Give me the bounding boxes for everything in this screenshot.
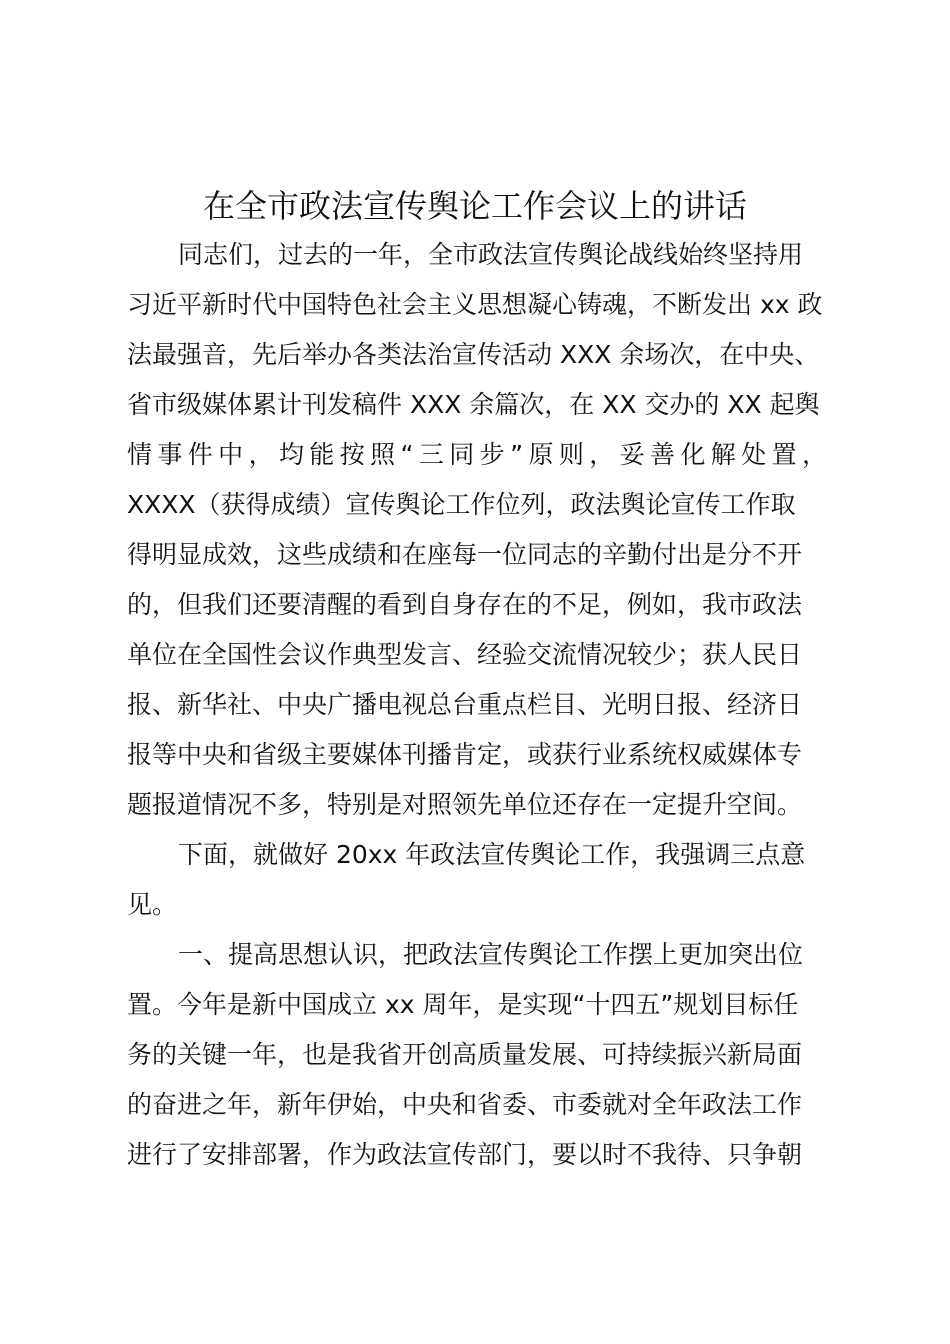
paragraph-line: 置。今年是新中国成立 xx 周年，是实现“十四五”规划目标任 <box>127 990 799 1019</box>
paragraph-line: 见。 <box>127 890 178 919</box>
paragraph-line: XXXX（获得成绩）宣传舆论工作位列，政法舆论宣传工作取 <box>127 490 796 519</box>
paragraph-line: 法最强音，先后举办各类法治宣传活动 XXX 余场次，在中央、 <box>127 340 820 369</box>
paragraph-line: 单位在全国性会议作典型发言、经验交流情况较少；获人民日 <box>127 640 803 669</box>
paragraph-line: 报、新华社、中央广播电视总台重点栏目、光明日报、经济日 <box>127 690 803 719</box>
paragraph-line: 的，但我们还要清醒的看到自身存在的不足，例如，我市政法 <box>127 590 803 619</box>
paragraph-line: 一、提高思想认识，把政法宣传舆论工作摆上更加突出位 <box>178 940 804 969</box>
paragraph-line: 省市级媒体累计刊发稿件 XXX 余篇次，在 XX 交办的 XX 起舆 <box>127 390 820 419</box>
document-title: 在全市政法宣传舆论工作会议上的讲话 <box>202 187 747 225</box>
paragraph-line: 下面，就做好 20xx 年政法宣传舆论工作，我强调三点意 <box>178 840 806 869</box>
paragraph-line: 务的关键一年，也是我省开创高质量发展、可持续振兴新局面 <box>127 1040 803 1069</box>
paragraph-line: 报等中央和省级主要媒体刊播肯定，或获行业系统权威媒体专 <box>127 740 803 769</box>
paragraph-line: 进行了安排部署，作为政法宣传部门，要以时不我待、只争朝 <box>127 1140 803 1169</box>
paragraph-line: 得明显成效，这些成绩和在座每一位同志的辛勤付出是分不开 <box>127 540 803 569</box>
paragraph-line: 情事件中，均能按照“三同步”原则，妥善化解处置， <box>127 440 827 469</box>
paragraph-line: 习近平新时代中国特色社会主义思想凝心铸魂，不断发出 xx 政 <box>127 290 823 319</box>
paragraph-line: 题报道情况不多，特别是对照领先单位还存在一定提升空间。 <box>127 790 803 819</box>
paragraph-line: 的奋进之年，新年伊始，中央和省委、市委就对全年政法工作 <box>127 1090 803 1119</box>
paragraph-line: 同志们，过去的一年，全市政法宣传舆论战线始终坚持用 <box>178 240 804 269</box>
